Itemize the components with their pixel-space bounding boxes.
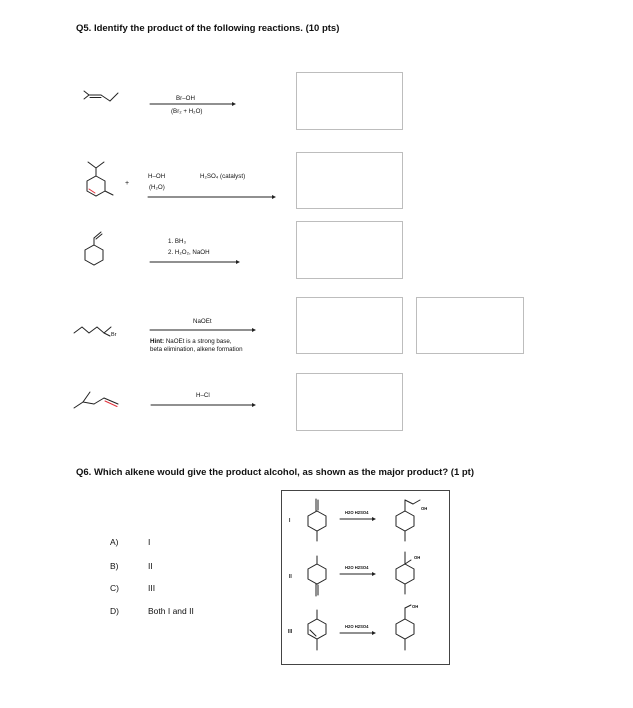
q6-label-iii: III bbox=[288, 629, 293, 635]
q6-title-points: (1 pt) bbox=[450, 467, 474, 478]
q6-row3-product bbox=[396, 605, 414, 650]
r3-step2: 2. H₂O₂, NaOH bbox=[168, 249, 210, 256]
q6-row1-oh: OH bbox=[421, 506, 428, 511]
r4-hint-line1: NaOEt is a strong base, bbox=[165, 338, 232, 345]
q6-row2-oh: OH bbox=[414, 555, 421, 560]
q5-title-main: Q5. Identify the product of the following reactions. bbox=[76, 23, 303, 34]
choice-b-text: II bbox=[148, 561, 153, 571]
r2-conditions: H₂SO₄ (catalyst) bbox=[200, 173, 246, 180]
r4-br-label: Br bbox=[111, 332, 117, 338]
q6-row2-reagent: H2O H2SO4 bbox=[345, 565, 369, 570]
q6-row3-reagent: H2O H2SO4 bbox=[345, 624, 369, 629]
r1-reagent: Br–OH bbox=[176, 95, 195, 102]
r2-plus: + bbox=[125, 180, 130, 187]
q6-row1-product bbox=[396, 500, 420, 541]
choice-d-text: Both I and II bbox=[148, 606, 194, 616]
r4-hint-label: Hint: bbox=[150, 338, 165, 345]
q6-row2-product bbox=[396, 552, 414, 594]
choice-c-text: III bbox=[148, 583, 156, 593]
q6-row3-oh: OH bbox=[412, 604, 419, 609]
r5-reagent: H–Cl bbox=[196, 392, 210, 399]
q5-title-points: (10 pts) bbox=[305, 23, 340, 34]
r4-reagent: NaOEt bbox=[193, 318, 212, 325]
q6-row1-reagent: H2O H2SO4 bbox=[345, 510, 369, 515]
q6-label-ii: II bbox=[289, 574, 292, 580]
r4-hint-line2: beta elimination, alkene formation bbox=[150, 345, 243, 353]
r1-conditions: (Br₂ + H₂O) bbox=[171, 108, 203, 115]
r2-reagent: H–OH bbox=[148, 173, 166, 180]
q6-row3-alkene bbox=[308, 610, 326, 650]
choice-a-text: I bbox=[148, 537, 151, 547]
r2-reagent-sub: (H₂O) bbox=[149, 184, 165, 191]
q6-row2-alkene bbox=[308, 556, 326, 596]
q6-title-main: Q6. Which alkene would give the product alcohol, as shown as the major product? bbox=[76, 467, 449, 478]
choice-d-letter: D) bbox=[110, 606, 119, 616]
choice-b-letter: B) bbox=[110, 561, 119, 571]
choice-a-letter: A) bbox=[110, 537, 119, 547]
choice-c-letter: C) bbox=[110, 583, 119, 593]
r3-step1: 1. BH₃ bbox=[168, 238, 186, 245]
q6-row1-alkene bbox=[308, 499, 326, 541]
q6-label-i: I bbox=[289, 518, 291, 524]
